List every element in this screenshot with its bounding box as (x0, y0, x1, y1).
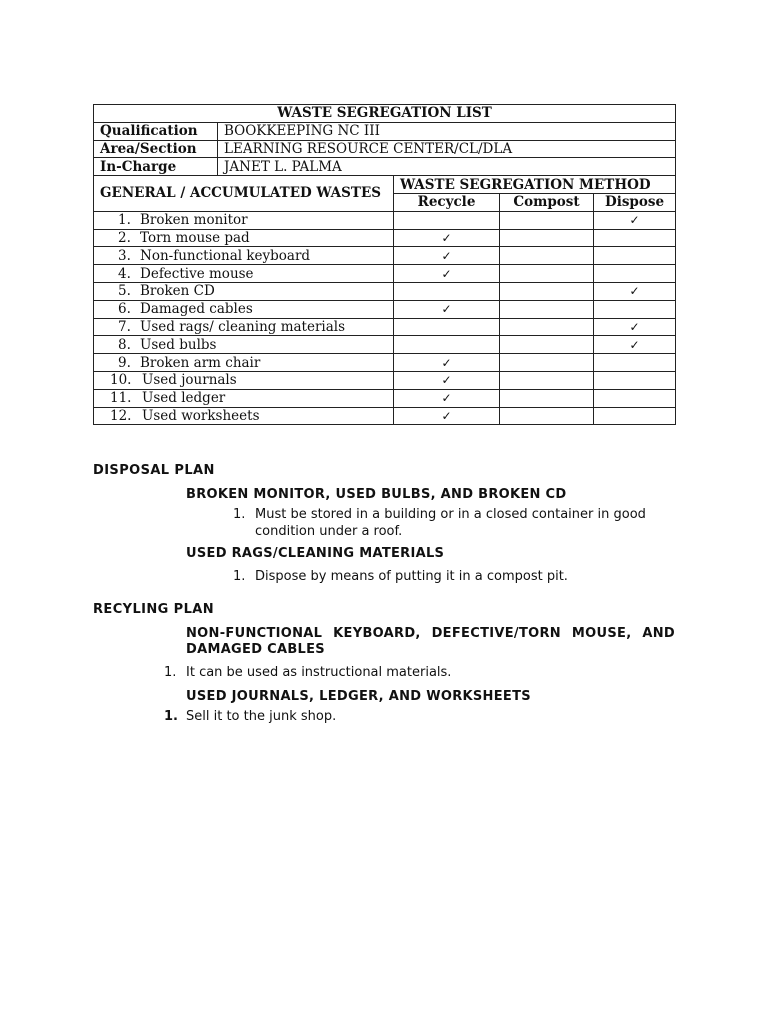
info-value: LEARNING RESOURCE CENTER/CL/DLA (218, 140, 676, 158)
disposal-group-title: USED RAGS/CLEANING MATERIALS (186, 546, 445, 561)
compost-cell (500, 336, 594, 354)
waste-item-cell (94, 265, 394, 283)
item-name: Broken monitor (140, 212, 248, 229)
dispose-cell (594, 336, 676, 354)
disposal-item (233, 507, 675, 522)
dispose-cell (594, 354, 676, 372)
item-number: 12. (110, 407, 132, 424)
waste-item-cell (94, 371, 394, 389)
recycling-item (164, 709, 336, 724)
recycle-cell (394, 300, 500, 318)
table-row (94, 229, 676, 247)
item-name: Broken arm chair (140, 354, 261, 371)
item-number: 3. (118, 247, 131, 264)
compost-cell (500, 265, 594, 283)
dispose-cell (594, 389, 676, 407)
disposal-plan-title: DISPOSAL PLAN (93, 463, 215, 478)
dispose-cell (594, 229, 676, 247)
recycle-cell (394, 211, 500, 229)
compost-cell (500, 407, 594, 425)
check-icon: ✓ (441, 373, 452, 388)
recycle-cell (394, 407, 500, 425)
recycle-cell (394, 282, 500, 300)
info-label: In-Charge (94, 158, 218, 176)
check-icon: ✓ (629, 319, 640, 334)
recycling-group-title-continuation: DAMAGED CABLES (186, 642, 325, 657)
dispose-cell (594, 318, 676, 336)
check-icon: ✓ (441, 248, 452, 263)
item-text: Sell it to the junk shop. (186, 709, 337, 724)
recycle-cell (394, 318, 500, 336)
table-title: WASTE SEGREGATION LIST (94, 105, 676, 123)
item-name: Torn mouse pad (140, 229, 250, 246)
table-row (94, 247, 676, 265)
compost-cell (500, 282, 594, 300)
item-text: Must be stored in a building or in a closed container in good (255, 507, 646, 522)
waste-item-cell (94, 211, 394, 229)
compost-cell (500, 229, 594, 247)
compost-cell (500, 247, 594, 265)
disposal-item (233, 569, 568, 584)
info-label: Area/Section (94, 140, 218, 158)
recycle-cell (394, 336, 500, 354)
item-name: Used journals (142, 372, 237, 389)
dispose-cell (594, 407, 676, 425)
dispose-cell (594, 247, 676, 265)
compost-cell (500, 389, 594, 407)
item-number: 1. (233, 507, 246, 522)
item-name: Non-functional keyboard (140, 247, 311, 264)
table-row (94, 407, 676, 425)
item-number: 11. (110, 390, 132, 407)
item-number: 10. (110, 372, 132, 389)
check-icon: ✓ (441, 302, 452, 317)
item-number: 9. (118, 354, 131, 371)
waste-segregation-table (93, 104, 676, 425)
column-header-compost: Compost (500, 193, 594, 211)
table-row (94, 211, 676, 229)
waste-item-cell (94, 354, 394, 372)
check-icon: ✓ (629, 284, 640, 299)
table-row (94, 371, 676, 389)
item-name: Defective mouse (140, 265, 254, 282)
item-name: Damaged cables (140, 301, 253, 318)
item-number: 2. (118, 229, 131, 246)
item-number: 8. (118, 336, 131, 353)
dispose-cell (594, 211, 676, 229)
info-label: Qualification (94, 122, 218, 140)
check-icon: ✓ (441, 408, 452, 423)
item-number: 7. (118, 318, 131, 335)
recycling-group-title: USED JOURNALS, LEDGER, AND WORKSHEETS (186, 689, 531, 704)
waste-item-cell (94, 407, 394, 425)
check-icon: ✓ (441, 355, 452, 370)
item-number: 1. (233, 569, 246, 584)
waste-item-cell (94, 389, 394, 407)
waste-item-cell (94, 247, 394, 265)
check-icon: ✓ (441, 230, 452, 245)
info-value: BOOKKEEPING NC III (218, 122, 676, 140)
dispose-cell (594, 282, 676, 300)
item-text: Dispose by means of putting it in a compost pit. (255, 569, 568, 584)
compost-cell (500, 371, 594, 389)
waste-item-cell (94, 336, 394, 354)
waste-item-cell (94, 282, 394, 300)
item-name: Used worksheets (142, 407, 260, 424)
item-name: Broken CD (140, 283, 215, 300)
table-row (94, 265, 676, 283)
recycle-cell (394, 389, 500, 407)
waste-item-cell (94, 318, 394, 336)
table-row (94, 336, 676, 354)
table-row (94, 282, 676, 300)
check-icon: ✓ (441, 266, 452, 281)
waste-item-cell (94, 229, 394, 247)
method-header: WASTE SEGREGATION METHOD (394, 176, 676, 194)
dispose-cell (594, 371, 676, 389)
disposal-group-title: BROKEN MONITOR, USED BULBS, AND BROKEN CD (186, 487, 567, 502)
check-icon: ✓ (629, 337, 640, 352)
recycling-plan-title: RECYLING PLAN (93, 602, 214, 617)
header-row-1 (94, 176, 676, 194)
recycle-cell (394, 229, 500, 247)
table-title-row (94, 105, 676, 123)
recycle-cell (394, 265, 500, 283)
recycling-item (164, 665, 451, 680)
column-header-dispose: Dispose (594, 193, 676, 211)
table-row (94, 389, 676, 407)
item-number: 1. (164, 665, 177, 680)
item-name: Used ledger (142, 390, 226, 407)
item-number: 6. (118, 301, 131, 318)
item-number: 1. (118, 212, 131, 229)
recycling-group-title: NON-FUNCTIONAL KEYBOARD, DEFECTIVE/TORN MOUSE, AND (186, 626, 675, 641)
info-row (94, 122, 676, 140)
compost-cell (500, 211, 594, 229)
disposal-item-continuation: condition under a roof. (255, 524, 403, 539)
compost-cell (500, 318, 594, 336)
item-number: 1. (164, 709, 178, 724)
table-row (94, 300, 676, 318)
column-header-recycle: Recycle (394, 193, 500, 211)
item-number: 4. (118, 265, 131, 282)
info-value: JANET L. PALMA (218, 158, 676, 176)
item-number: 5. (118, 283, 131, 300)
recycle-cell (394, 247, 500, 265)
dispose-cell (594, 300, 676, 318)
check-icon: ✓ (629, 213, 640, 228)
table-row (94, 354, 676, 372)
info-row (94, 158, 676, 176)
item-text: It can be used as instructional materials. (186, 665, 452, 680)
wastes-header: GENERAL / ACCUMULATED WASTES (94, 176, 394, 212)
item-name: Used bulbs (140, 336, 217, 353)
compost-cell (500, 354, 594, 372)
dispose-cell (594, 265, 676, 283)
item-name: Used rags/ cleaning materials (140, 318, 346, 335)
compost-cell (500, 300, 594, 318)
recycle-cell (394, 371, 500, 389)
info-row (94, 140, 676, 158)
check-icon: ✓ (441, 391, 452, 406)
recycle-cell (394, 354, 500, 372)
waste-item-cell (94, 300, 394, 318)
table-row (94, 318, 676, 336)
